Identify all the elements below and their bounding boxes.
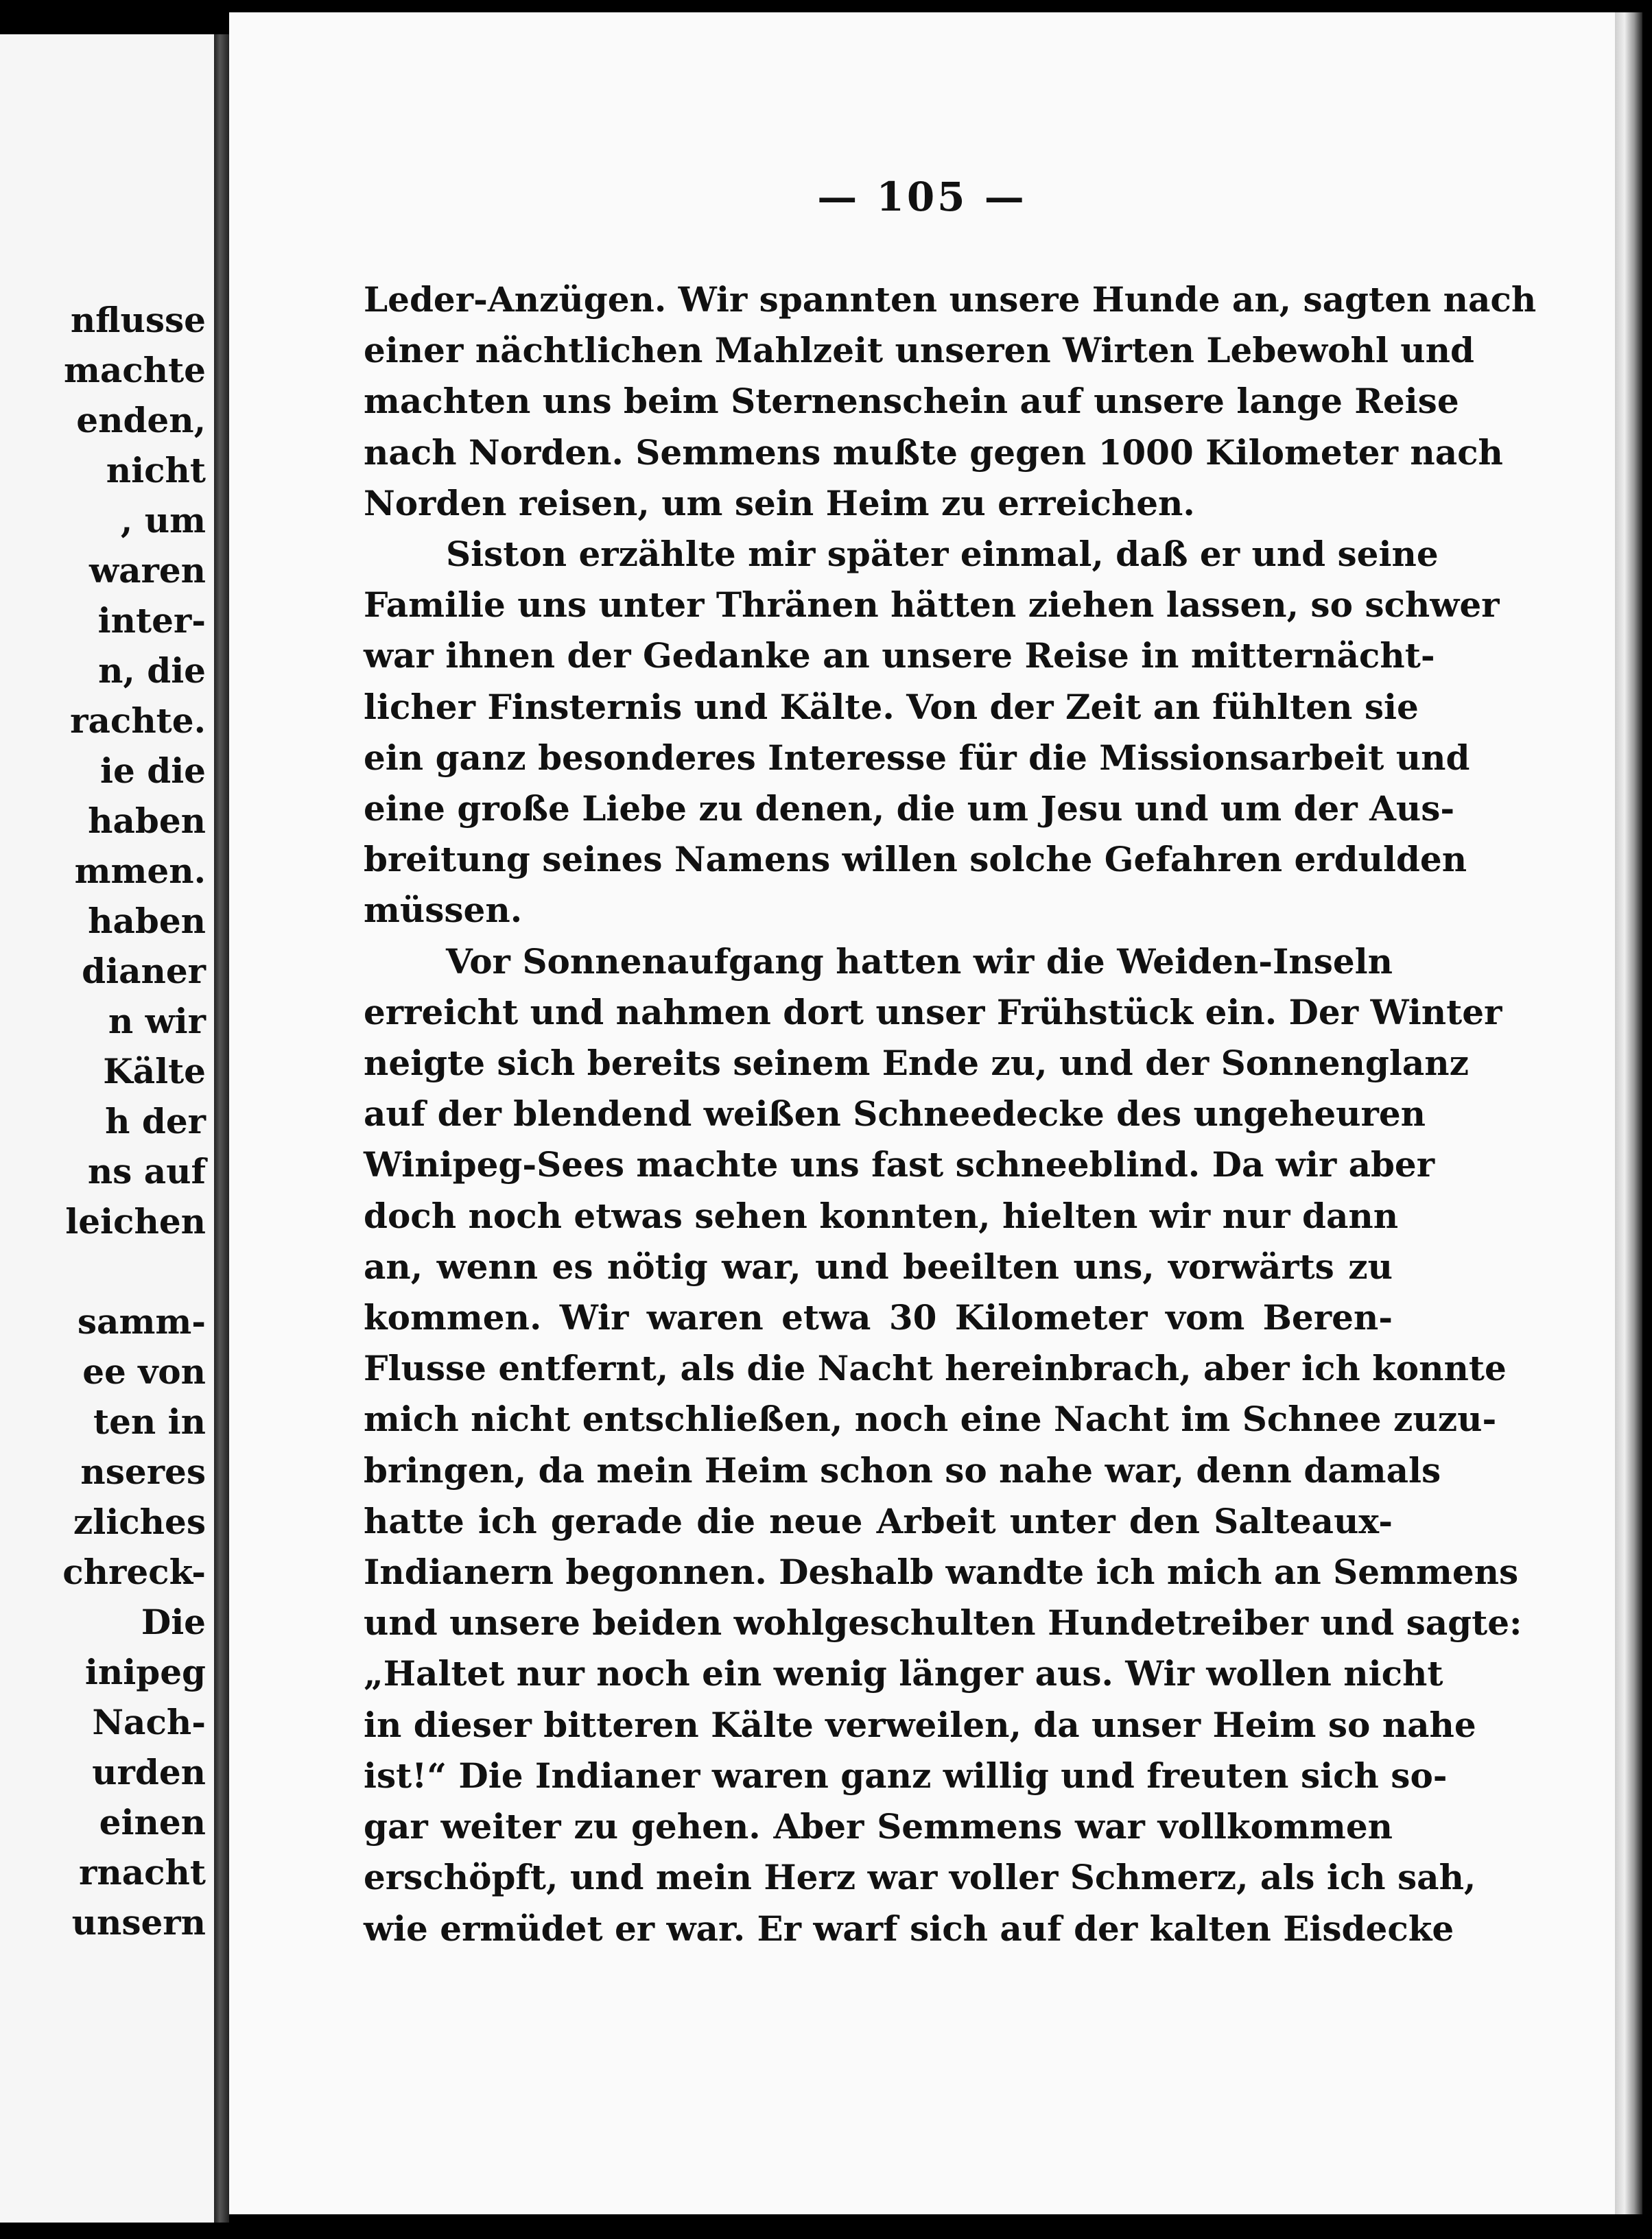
left-page-line: samm- bbox=[77, 1301, 206, 1342]
text-line: machten uns beim Sternenschein auf unsere lange Reise bbox=[364, 381, 1459, 422]
left-page-line: h der bbox=[105, 1101, 206, 1141]
text-line: eine große Liebe zu denen, die um Jesu und um der Aus- bbox=[364, 788, 1455, 829]
left-page-line: Kälte bbox=[103, 1051, 206, 1091]
left-page-line: haben bbox=[88, 901, 206, 941]
text-line: müssen. bbox=[364, 890, 523, 931]
left-page-line: mmen. bbox=[74, 851, 206, 891]
text-line: Norden reisen, um sein Heim zu erreichen. bbox=[364, 482, 1195, 523]
book-gutter bbox=[214, 34, 229, 2223]
text-line: Winipeg-Sees machte uns fast schneeblind. Da wir aber bbox=[364, 1144, 1435, 1185]
page-number: — 105 — bbox=[817, 174, 1027, 220]
left-page-line bbox=[62, 1246, 206, 1296]
text-line: ein ganz besonderes Interesse für die Missionsarbeit und bbox=[364, 737, 1470, 778]
text-line: Vor Sonnenaufgang hatten wir die Weiden-Inseln bbox=[446, 940, 1393, 982]
left-page-line: leichen bbox=[65, 1201, 206, 1242]
left-page bbox=[0, 34, 214, 2223]
body-text bbox=[364, 274, 1537, 1954]
text-line: kommen. Wir waren etwa 30 Kilometer vom Beren- bbox=[364, 1297, 1393, 1338]
left-page-line: ns auf bbox=[87, 1151, 206, 1192]
right-page bbox=[229, 12, 1615, 2214]
left-page-line: rnacht bbox=[79, 1852, 206, 1893]
left-page-line: dianer bbox=[82, 951, 206, 991]
left-page-text bbox=[62, 295, 206, 1947]
left-page-line: waren bbox=[89, 550, 206, 591]
text-line: erschöpft, und mein Herz war voller Schmerz, als ich sah, bbox=[364, 1857, 1476, 1898]
left-page-line: haben bbox=[88, 801, 206, 841]
text-line: bringen, da mein Heim schon so nahe war, denn damals bbox=[364, 1449, 1441, 1491]
text-line: einer nächtlichen Mahlzeit unseren Wirten Lebewohl und bbox=[364, 330, 1474, 371]
left-page-line: n, die bbox=[98, 650, 206, 691]
text-line: auf der blendend weißen Schneedecke des ungeheuren bbox=[364, 1093, 1426, 1135]
text-line: doch noch etwas sehen konnten, hielten wir nur dann bbox=[364, 1195, 1399, 1236]
page-edge bbox=[1615, 12, 1642, 2214]
left-page-line: ten in bbox=[93, 1401, 206, 1442]
text-line: mich nicht entschließen, noch eine Nacht im Schnee zuzu- bbox=[364, 1399, 1497, 1440]
left-page-line: urden bbox=[92, 1752, 206, 1792]
left-page-line: rachte. bbox=[70, 700, 206, 741]
text-line: in dieser bitteren Kälte verweilen, da unser Heim so nahe bbox=[364, 1704, 1476, 1745]
text-line: ist!“ Die Indianer waren ganz willig und freuten sich so- bbox=[364, 1755, 1448, 1796]
text-line: „Haltet nur noch ein wenig länger aus. Wir wollen nicht bbox=[364, 1653, 1443, 1694]
left-page-line: nflusse bbox=[70, 300, 206, 340]
text-line: nach Norden. Semmens mußte gegen 1000 Kilometer nach bbox=[364, 431, 1503, 473]
text-line: wie ermüdet er war. Er warf sich auf der kalten Eisdecke bbox=[364, 1908, 1454, 1949]
left-page-line: zliches bbox=[73, 1502, 206, 1542]
text-line: war ihnen der Gedanke an unsere Reise in mitternächt- bbox=[364, 635, 1435, 676]
left-page-line: ee von bbox=[82, 1351, 206, 1392]
left-page-line: Die bbox=[141, 1602, 206, 1642]
text-line: Flusse entfernt, als die Nacht hereinbrach, aber ich konnte bbox=[364, 1348, 1507, 1389]
text-line: und unsere beiden wohlgeschulten Hundetreiber und sagte: bbox=[364, 1602, 1522, 1644]
left-page-line: inipeg bbox=[84, 1652, 206, 1692]
text-line: an, wenn es nötig war, und beeilten uns, vorwärts zu bbox=[364, 1246, 1393, 1287]
text-line: erreicht und nahmen dort unser Frühstück ein. Der Winter bbox=[364, 991, 1502, 1032]
left-page-line: Nach- bbox=[92, 1702, 206, 1742]
text-line: breitung seines Namens willen solche Gefahren erdulden bbox=[364, 839, 1467, 880]
left-page-line: enden, bbox=[76, 400, 206, 440]
left-page-line: nseres bbox=[80, 1452, 206, 1492]
text-line: Leder-Anzügen. Wir spannten unsere Hunde an, sagten nach bbox=[364, 279, 1537, 320]
left-page-line: , um bbox=[120, 500, 206, 541]
text-line: hatte ich gerade die neue Arbeit unter den Salteaux- bbox=[364, 1500, 1393, 1541]
text-line: licher Finsternis und Kälte. Von der Zeit an fühlten sie bbox=[364, 686, 1419, 727]
left-page-line: chreck- bbox=[62, 1552, 206, 1592]
text-line: Familie uns unter Thränen hätten ziehen lassen, so schwer bbox=[364, 584, 1500, 626]
text-line: gar weiter zu gehen. Aber Semmens war vollkommen bbox=[364, 1806, 1393, 1847]
text-line: Indianern begonnen. Deshalb wandte ich mich an Semmens bbox=[364, 1552, 1519, 1593]
left-page-line: machte bbox=[63, 350, 206, 390]
left-page-line: nicht bbox=[106, 450, 206, 490]
left-page-line: ie die bbox=[100, 750, 206, 791]
text-line: neigte sich bereits seinem Ende zu, und der Sonnenglanz bbox=[364, 1043, 1470, 1084]
left-page-line: unsern bbox=[71, 1902, 206, 1943]
left-page-line: n wir bbox=[108, 1001, 206, 1041]
left-page-line: einen bbox=[99, 1802, 206, 1843]
left-page-line: inter- bbox=[97, 600, 206, 641]
text-line: Siston erzählte mir später einmal, daß er und seine bbox=[446, 534, 1439, 575]
